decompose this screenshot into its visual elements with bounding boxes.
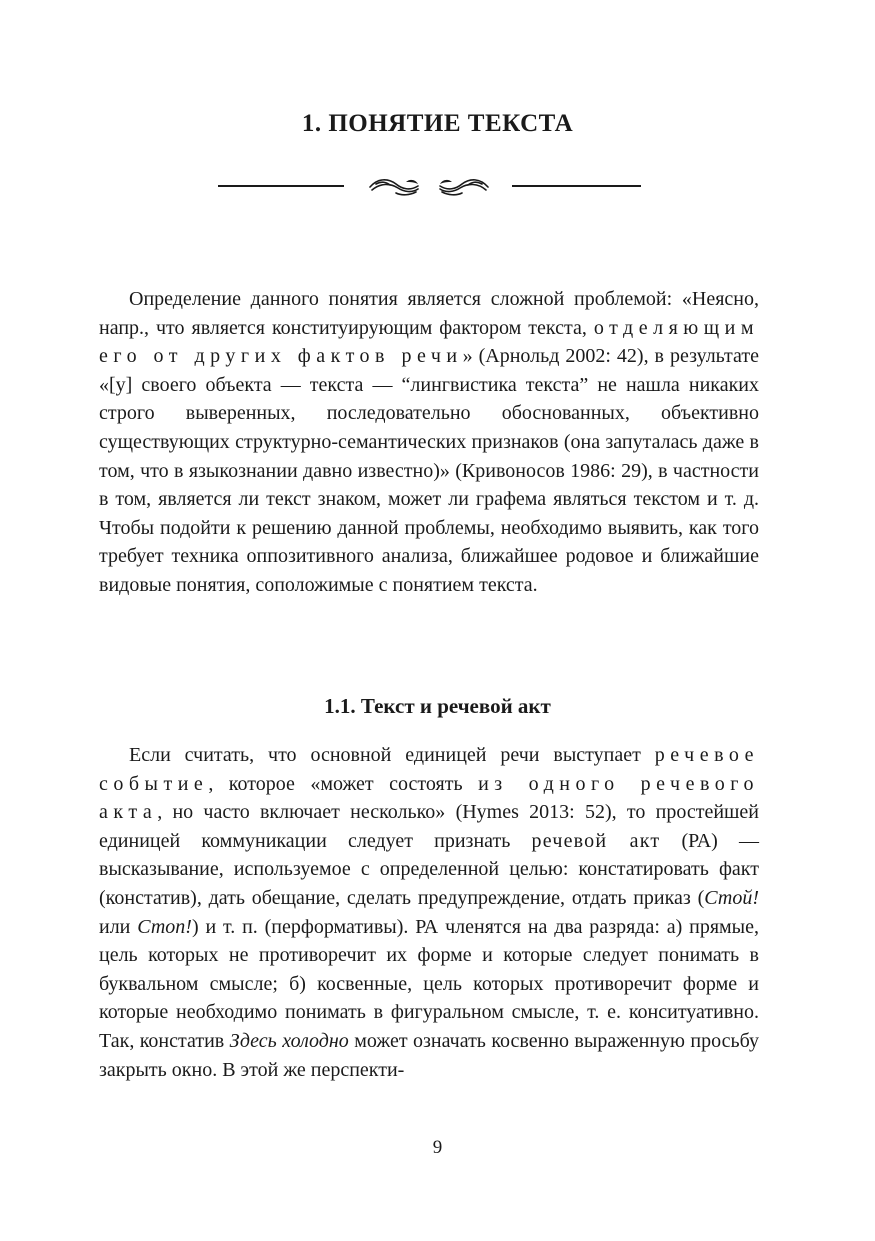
chapter-divider: [218, 172, 641, 202]
paragraph1-text-b: » (Арнольд 2002: 42), в результате «[у] своего объекта — текста — “лингвистика текста” не нашла никаких строго выверенных, последовательно обоснованных, объективно существующих структурно-семантических признаков (она запуталась даже в том, что в языкознании давно известно)» (Кривоносов 1986: 29), в частности в том, является ли текст знаком, может ли графема являться текстом и т. д. Чтобы подойти к решению данной проблемы, необходимо выявить, как того требует техника оппозитивного анализа, ближайшее родовое и ближайшие видовые понятия, соположимые с понятием текста.: [99, 345, 759, 596]
paragraph-speech-act: [99, 741, 759, 1084]
paragraph2-text-d: (РА) — высказывание, используемое с определенной целью: констатировать факт (констатив), дать обещание, сделать предупреждение, отдать приказ (: [99, 829, 759, 909]
flourish-divider-icon: [366, 172, 492, 200]
paragraph2-spaced-term-3: речевой акт: [531, 829, 661, 852]
paragraph2-spaced-term-2: из одного речевого акта: [99, 772, 760, 824]
paragraph1-spaced-quote: отделяющим его от других фактов речи: [99, 316, 759, 368]
paragraph1-text-a: Определение данного понятия является сложной проблемой: «Неясно, напр., что является конституирующим фактором текста,: [99, 288, 759, 339]
section-title: 1.1. Текст и речевой акт: [324, 694, 551, 718]
paragraph2-text-g: может означать косвенно выраженную просьбу закрыть окно. В этой же перспекти-: [99, 1029, 759, 1081]
paragraph-definition: [99, 285, 759, 600]
paragraph2-spaced-term-1: речевое событие: [99, 744, 759, 795]
paragraph2-italic-example-1: Стой!: [704, 886, 759, 909]
paragraph2-text-c: , но часто включает несколько» (Hymes 2013: 52), то простейшей единицей коммуникации следует признать: [99, 801, 759, 852]
paragraph2-text-f: ) и т. п. (перформативы). РА членятся на два разряда: а) прямые, цель которых не противоречит их форме и которые следует понимать в буквальном смысле; б) косвенные, цель которых противоречит форме и которые необходимо понимать в фигуральном смысле, т. е. конситуативно. Так, констатив: [99, 915, 759, 1052]
divider-line-right: [512, 185, 641, 187]
paragraph2-text-b: , которое «может состоять: [208, 772, 479, 795]
divider-line-left: [218, 185, 344, 187]
paragraph2-italic-example-3: Здесь холодно: [229, 1029, 349, 1052]
page-number: 9: [432, 1137, 443, 1158]
paragraph2-italic-example-2: Стоп!: [137, 915, 192, 938]
chapter-title: 1. ПОНЯТИЕ ТЕКСТА: [301, 110, 574, 137]
paragraph2-text-e: или: [99, 915, 138, 938]
paragraph2-text-a: Если считать, что основной единицей речи выступает: [129, 744, 655, 766]
